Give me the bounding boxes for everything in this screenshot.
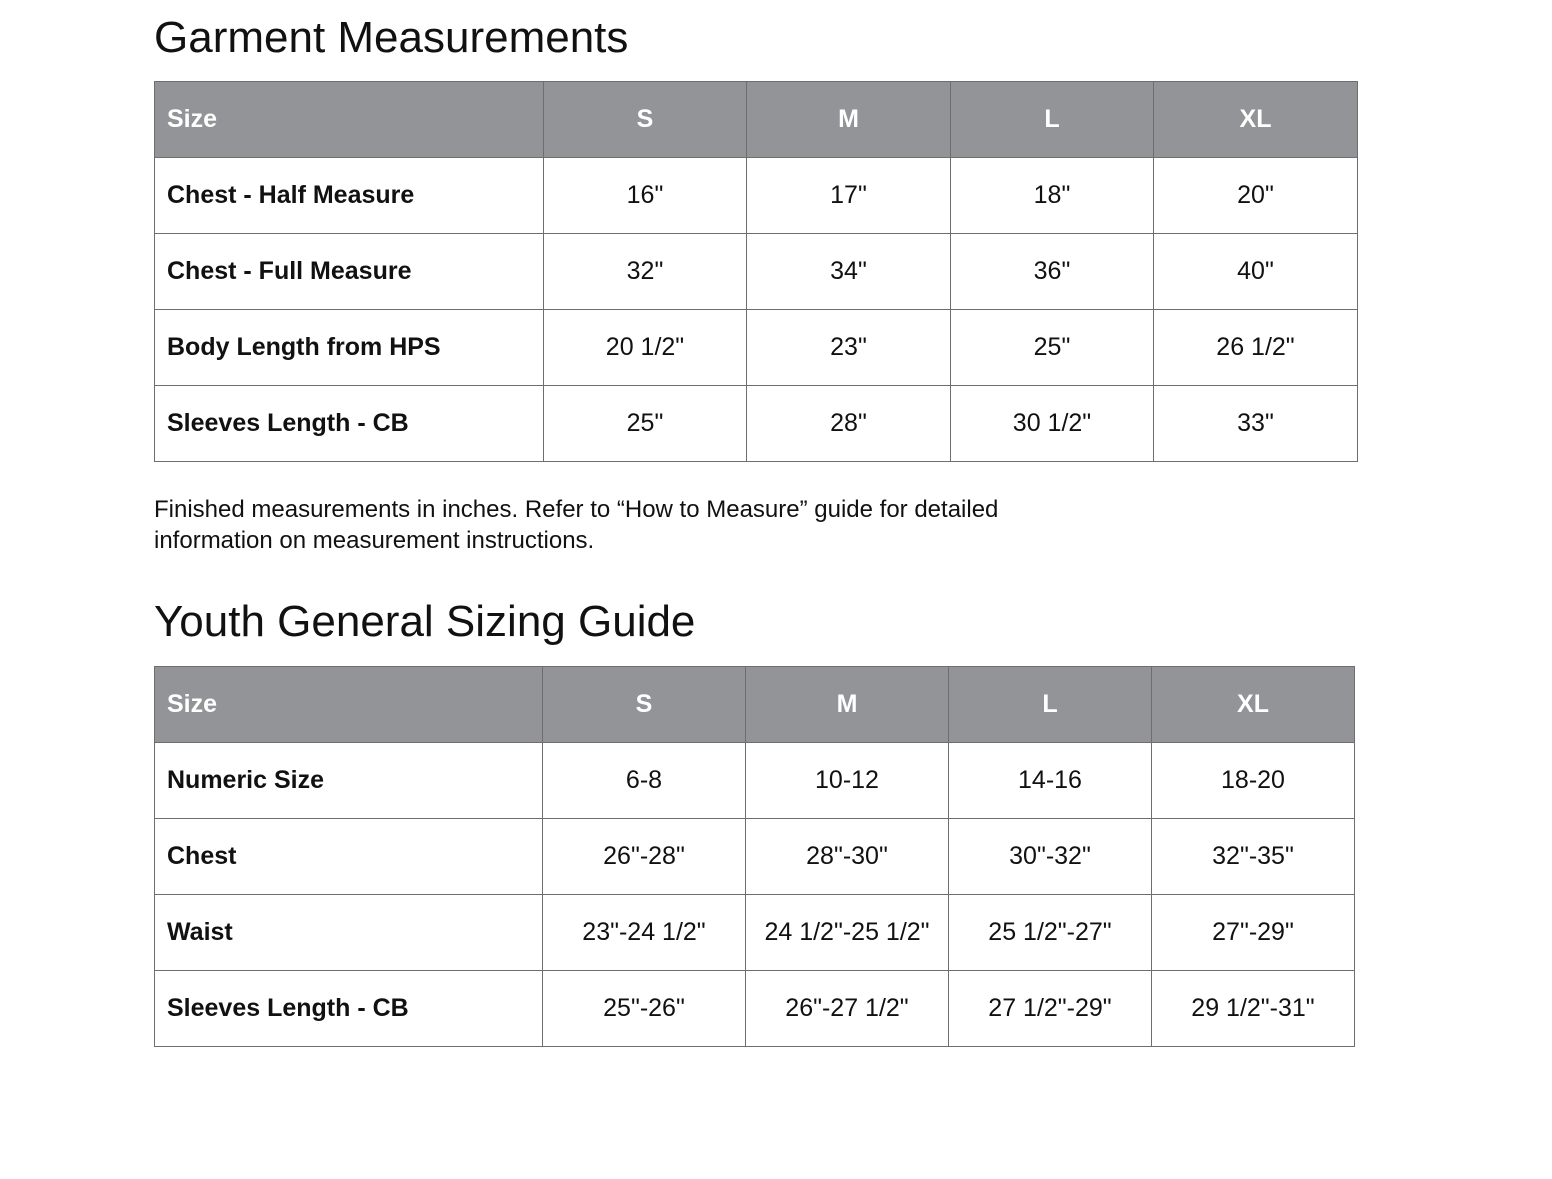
table-cell: 25"-26" (543, 971, 746, 1047)
table-cell: 32"-35" (1152, 819, 1355, 895)
measurement-note (154, 494, 1084, 556)
table-cell: 24 1/2"-25 1/2" (746, 895, 949, 971)
size-header: Size (155, 667, 543, 743)
table-header-row (155, 82, 1358, 158)
table-cell: 20" (1154, 158, 1358, 234)
table-cell: 30 1/2" (951, 386, 1154, 462)
table-cell: 33" (1154, 386, 1358, 462)
table-cell: 27 1/2"-29" (949, 971, 1152, 1047)
table-cell: 36" (951, 234, 1154, 310)
table-cell: 6-8 (543, 743, 746, 819)
table-cell: 28"-30" (746, 819, 949, 895)
table-cell: 14-16 (949, 743, 1152, 819)
table-cell: 29 1/2"-31" (1152, 971, 1355, 1047)
table-header-row (155, 667, 1355, 743)
table-row (155, 158, 1358, 234)
row-label: Body Length from HPS (155, 310, 544, 386)
table-cell: 40" (1154, 234, 1358, 310)
table-cell: 28" (747, 386, 951, 462)
table-row (155, 971, 1355, 1047)
size-l-header: L (951, 82, 1154, 158)
table-cell: 26 1/2" (1154, 310, 1358, 386)
size-m-header: M (746, 667, 949, 743)
table-cell: 26"-27 1/2" (746, 971, 949, 1047)
table-cell: 30"-32" (949, 819, 1152, 895)
measurement-note-line: information on measurement instructions. (154, 527, 595, 554)
table-cell: 25 1/2"-27" (949, 895, 1152, 971)
table-cell: 10-12 (746, 743, 949, 819)
table-row (155, 386, 1358, 462)
measurement-note-line: Finished measurements in inches. Refer to “How to Measure” guide for detailed (154, 496, 999, 523)
table-cell: 23" (747, 310, 951, 386)
size-s-header: S (544, 82, 747, 158)
table-row (155, 895, 1355, 971)
table-row (155, 310, 1358, 386)
youth-sizing-table (154, 666, 1355, 1047)
garment-measurements-table (154, 81, 1358, 462)
table-row (155, 743, 1355, 819)
size-s-header: S (543, 667, 746, 743)
size-m-header: M (747, 82, 951, 158)
size-xl-header: XL (1154, 82, 1358, 158)
size-l-header: L (949, 667, 1152, 743)
row-label: Waist (155, 895, 543, 971)
table-cell: 25" (951, 310, 1154, 386)
table-cell: 26"-28" (543, 819, 746, 895)
table-row (155, 819, 1355, 895)
table-cell: 34" (747, 234, 951, 310)
table-cell: 18-20 (1152, 743, 1355, 819)
youth-sizing-guide-title: Youth General Sizing Guide (154, 597, 696, 646)
table-cell: 17" (747, 158, 951, 234)
size-xl-header: XL (1152, 667, 1355, 743)
garment-measurements-title: Garment Measurements (154, 13, 629, 62)
row-label: Chest - Full Measure (155, 234, 544, 310)
table-cell: 16" (544, 158, 747, 234)
row-label: Chest (155, 819, 543, 895)
row-label: Sleeves Length - CB (155, 386, 544, 462)
row-label: Numeric Size (155, 743, 543, 819)
table-row (155, 234, 1358, 310)
row-label: Chest - Half Measure (155, 158, 544, 234)
table-cell: 20 1/2" (544, 310, 747, 386)
table-cell: 27"-29" (1152, 895, 1355, 971)
size-header: Size (155, 82, 544, 158)
table-cell: 32" (544, 234, 747, 310)
table-cell: 18" (951, 158, 1154, 234)
table-cell: 25" (544, 386, 747, 462)
table-cell: 23"-24 1/2" (543, 895, 746, 971)
row-label: Sleeves Length - CB (155, 971, 543, 1047)
